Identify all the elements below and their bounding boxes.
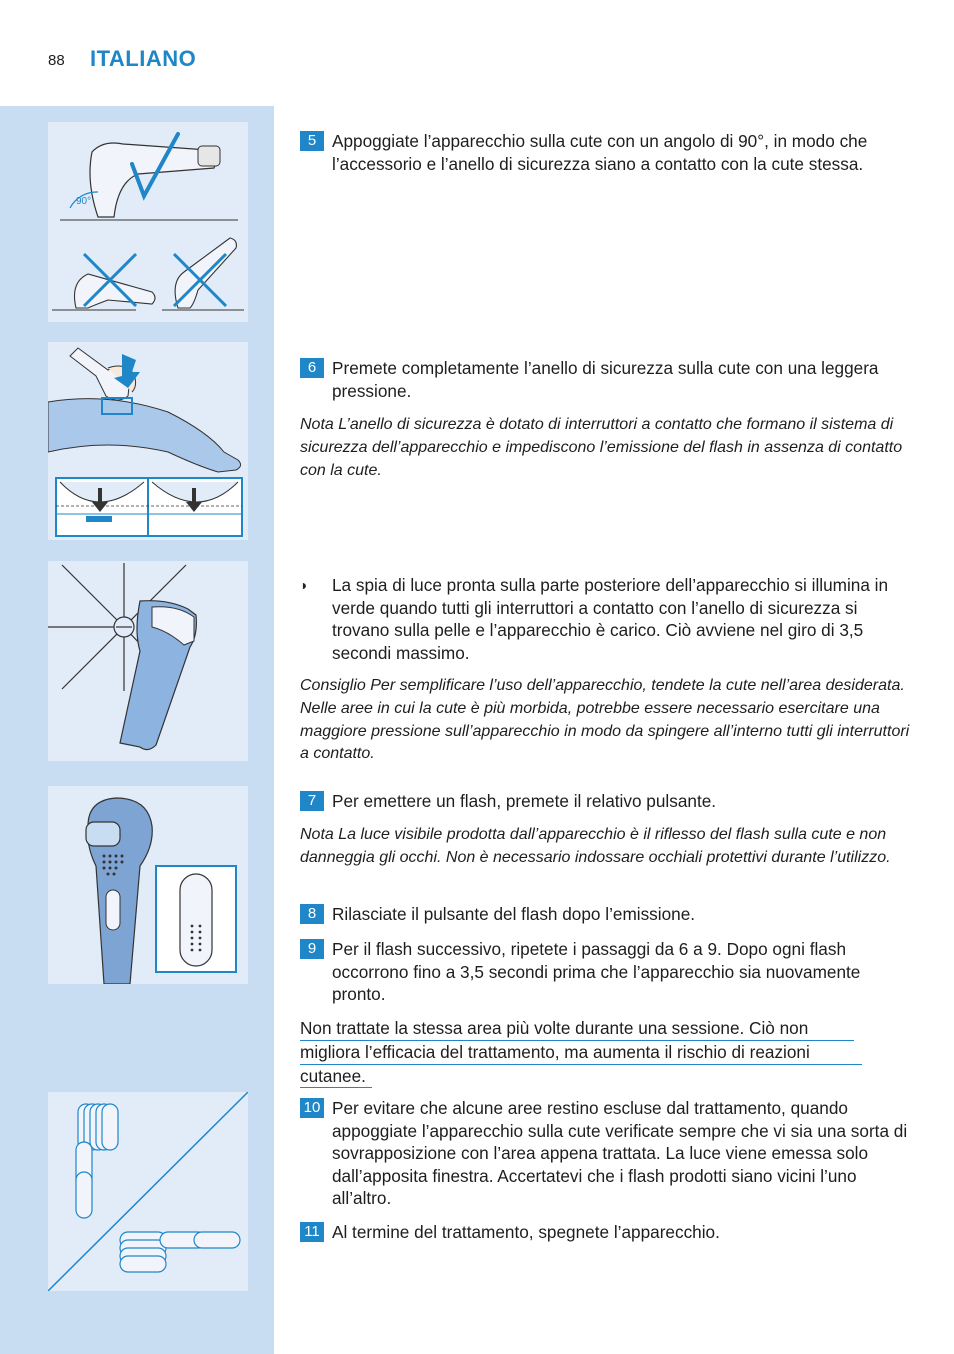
step-5: [300, 130, 910, 175]
step-text: Appoggiate l’apparecchio sulla cute con un angolo di 90°, in modo che l’accessorio e l’anello di sicurezza siano a contatto con la cute stessa.: [332, 131, 868, 174]
warning-same-area: [300, 1017, 870, 1088]
bullet-ready-light: [300, 574, 910, 664]
note-visible-light: Nota La luce visibile prodotta dall’apparecchio è il riflesso del flash sulla cute e non danneggia gli occhi. Non è necessario indossare occhiali protettivi durante l’utilizzo.: [300, 826, 891, 866]
step-9: [300, 938, 910, 1006]
step-11: [300, 1221, 910, 1244]
panel-pointer: [248, 792, 274, 816]
step-8: [300, 903, 910, 926]
illustration-overlap-pattern: [48, 1092, 248, 1291]
warning-line: cutanee.: [300, 1065, 372, 1089]
illustration-press-ring: [48, 342, 248, 540]
tip-stretch-skin: Consiglio Per semplificare l’uso dell’apparecchio, tendete la cute nell’area desiderata. Nelle aree in cui la cute è più morbida, potrebbe essere necessario esercitare una maggiore pressione sull’apparecchio in modo da spingere all’interno tutti gli interruttori a contatto.: [300, 677, 910, 763]
step-text: Per il flash successivo, ripetete i passaggi da 6 a 9. Dopo ogni flash occorrono fino a 3,5 secondi prima che l’apparecchio sia nuovamente pronto.: [332, 939, 861, 1005]
angle-label: 90°: [76, 196, 92, 207]
bullet-icon: ◗: [300, 577, 309, 593]
step-text: Rilasciate il pulsante del flash dopo l’emissione.: [332, 904, 696, 924]
step-text: Per emettere un flash, premete il relativo pulsante.: [332, 791, 717, 811]
language-title: ITALIANO: [90, 46, 197, 71]
step-number: 11: [300, 1222, 324, 1242]
step-text: Al termine del trattamento, spegnete l’apparecchio.: [332, 1222, 720, 1242]
page-number: 88: [48, 52, 65, 69]
warning-line: Non trattate la stessa area più volte durante una sessione. Ciò non: [300, 1017, 854, 1041]
step-number: 7: [300, 791, 324, 811]
step-number: 6: [300, 358, 324, 378]
panel-pointer: [248, 348, 274, 372]
step-number: 5: [300, 131, 324, 151]
illustration-angle-90: [48, 122, 248, 322]
warning-line: migliora l’efficacia del trattamento, ma aumenta il rischio di reazioni: [300, 1041, 862, 1065]
step-text: Premete completamente l’anello di sicurezza sulla cute con una leggera pressione.: [332, 358, 879, 401]
illustration-flash-button: [48, 786, 248, 984]
step-number: 9: [300, 939, 324, 959]
illustration-ready-light: [48, 561, 248, 761]
note-safety-ring: Nota L’anello di sicurezza è dotato di interruttori a contatto che formano il sistema di sicurezza dell’apparecchio e impediscono l’emissione del flash in assenza di contatto con la cute.: [300, 416, 903, 479]
step-6: [300, 357, 910, 402]
step-number: 8: [300, 904, 324, 924]
panel-pointer: [248, 128, 274, 152]
panel-pointer: [248, 1098, 274, 1122]
step-10: [300, 1097, 910, 1210]
step-7: [300, 790, 910, 813]
step-text: Per evitare che alcune aree restino escluse dal trattamento, quando appoggiate l’apparecchio sulla cute verificate sempre che vi sia una sorta di sovrapposizione con l’area appena trattata. La luce viene emessa solo dall’apposita finestra. Accertatevi che i flash prodotti siano vicini l’uno all’altro.: [332, 1098, 908, 1209]
bullet-text: La spia di luce pronta sulla parte posteriore dell’apparecchio si illumina in verde quando tutti gli interruttori a contatto con l’anello di sicurezza si trovano sulla pelle e l’apparecchio è carico. Ciò avviene nel giro di 3,5 secondi massimo.: [332, 575, 889, 663]
step-number: 10: [300, 1098, 324, 1118]
panel-pointer: [248, 567, 274, 591]
